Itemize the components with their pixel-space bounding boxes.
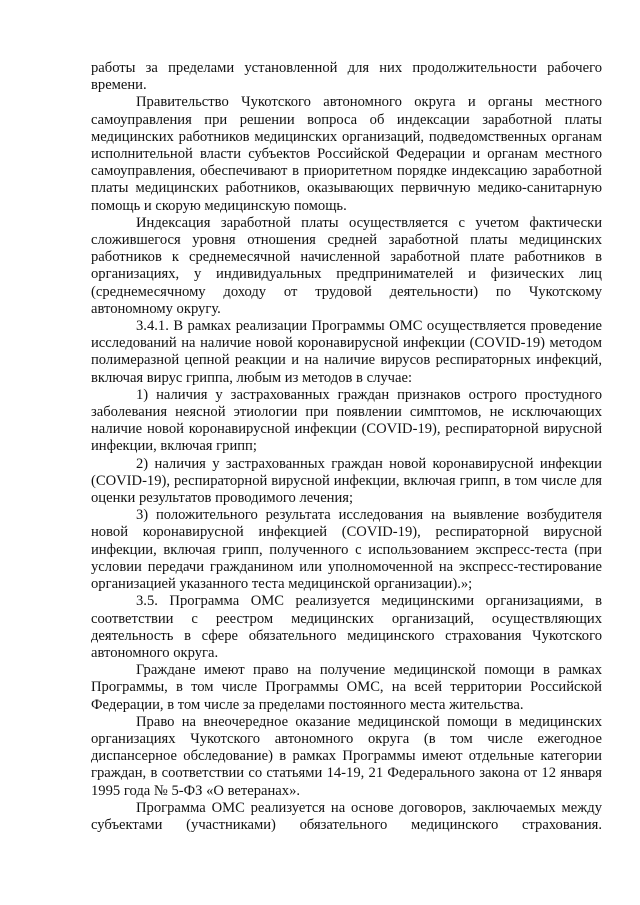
paragraph-indexation-ratio: Индексация заработной платы осуществляется с учетом фактически сложившегося уровня отношения средней заработной платы медицинских работников к среднемесячной начисленной заработной плате работников в организациях, у индивидуальных предпринимателей и физических лиц (среднемесячному доходу от трудовой деятельности) по Чукотскому автономному округу. — [91, 214, 602, 317]
paragraph-indexation-priority: Правительство Чукотского автономного округа и органы местного самоуправления при решении вопроса об индексации заработной платы медицинских работников медицинских организаций, подведомственных органам исполнительной власти субъектов Российской Федерации и органам местного самоуправления, обеспечивают в приоритетном порядке индексацию заработной платы медицинских работников, оказывающих первичную медико-санитарную помощь и скорую медицинскую помощь. — [91, 94, 602, 214]
paragraph-contracts: Программа ОМС реализуется на основе договоров, заключаемых между субъектами (участниками) обязательного медицинского страхования. — [91, 799, 602, 833]
paragraph-3-4-1: 3.4.1. В рамках реализации Программы ОМС осуществляется проведение исследований на наличие новой коронавирусной инфекции (COVID-19) методом полимеразной цепной реакции и на наличие вирусов респираторных инфекций, включая вирус гриппа, любым из методов в случае: — [91, 318, 602, 386]
list-item-2: 2) наличия у застрахованных граждан новой коронавирусной инфекции (COVID-19), респираторной вирусной инфекции, включая грипп, в том числе для оценки результатов проводимого лечения; — [91, 455, 602, 507]
paragraph-continuation: работы за пределами установленной для них продолжительности рабочего времени. — [91, 60, 602, 94]
paragraph-citizens-rights: Граждане имеют право на получение медицинской помощи в рамках Программы, в том числе Программы ОМС, на всей территории Российской Федерации, в том числе за пределами постоянного места жительства. — [91, 662, 602, 713]
list-item-1: 1) наличия у застрахованных граждан признаков острого простудного заболевания неясной этиологии при появлении симптомов, не исключающих наличие новой коронавирусной инфекции (COVID-19), респираторной вирусной инфекции, включая грипп; — [91, 386, 602, 455]
paragraph-3-5: 3.5. Программа ОМС реализуется медицинскими организациями, в соответствии с реестром медицинских организаций, осуществляющих деятельность в сфере обязательного медицинского страхования Чукотского автономного округа. — [91, 593, 602, 661]
paragraph-priority-care: Право на внеочередное оказание медицинской помощи в медицинских организациях Чукотского автономного округа (в том числе ежегодное диспансерное обследование) в рамках Программы имеют отдельные категории граждан, в соответствии со статьями 14-19, 21 Федерального закона от 12 января 1995 года № 5-ФЗ «О ветеранах». — [91, 713, 602, 799]
document-page — [91, 60, 602, 834]
list-item-3: 3) положительного результата исследования на выявление возбудителя новой коронавирусной инфекцией (COVID-19), респираторной вирусной инфекции, включая грипп, полученного с использованием экспресс-теста (при условии передачи гражданином или уполномоченной на экспресс-тестирование организацией указанного теста медицинской организации).»; — [91, 507, 602, 593]
